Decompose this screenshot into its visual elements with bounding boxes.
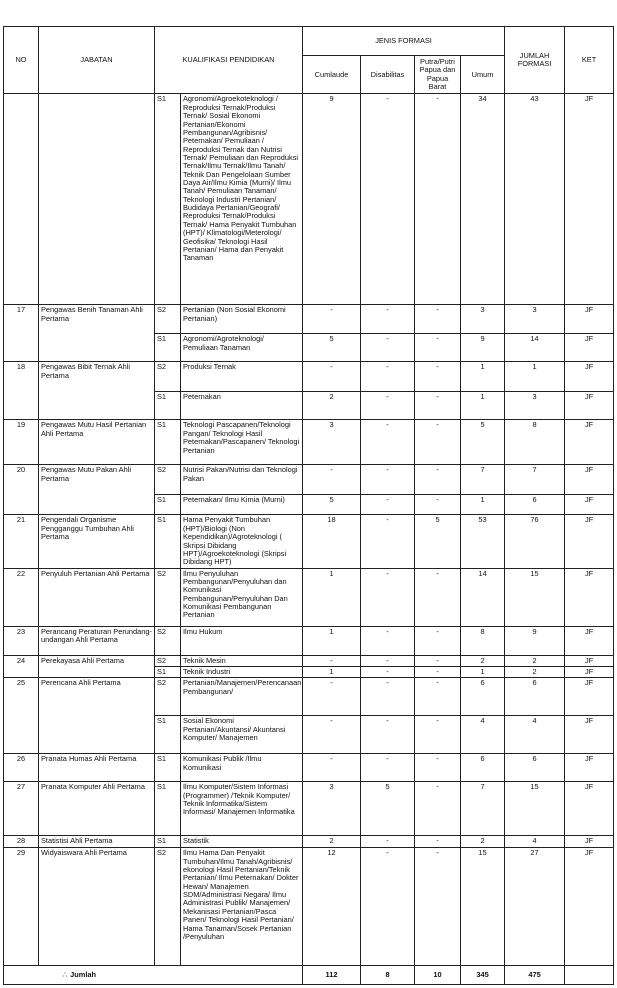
- table-row: [4, 94, 614, 305]
- umum-value: 15: [461, 848, 505, 966]
- papua-value: -: [415, 666, 461, 677]
- jumlah-value: 3: [505, 305, 565, 334]
- table-body: [4, 94, 614, 966]
- table-header: [4, 27, 614, 94]
- row-number: 23: [4, 626, 39, 655]
- education-field: Ilmu Hukum: [181, 626, 303, 655]
- disabilitas-value: -: [361, 848, 415, 966]
- jumlah-value: 7: [505, 465, 565, 495]
- row-number: 25: [4, 678, 39, 754]
- education-level: S1: [155, 420, 181, 465]
- total-umum: 345: [461, 966, 505, 985]
- disabilitas-value: -: [361, 716, 415, 754]
- education-level: S1: [155, 836, 181, 848]
- education-field: Agronomi/Agroteknologi/ Pemuliaan Tanaman: [181, 334, 303, 362]
- jumlah-value: 27: [505, 848, 565, 966]
- education-level: S1: [155, 334, 181, 362]
- total-jumlah: 475: [505, 966, 565, 985]
- umum-value: 2: [461, 836, 505, 848]
- cumlaude-value: 2: [303, 836, 361, 848]
- jumlah-value: 9: [505, 626, 565, 655]
- total-blank: [155, 966, 303, 985]
- education-field: Peternakan: [181, 392, 303, 420]
- cumlaude-value: 5: [303, 334, 361, 362]
- education-level: S2: [155, 362, 181, 392]
- education-level: S2: [155, 305, 181, 334]
- disabilitas-value: -: [361, 420, 415, 465]
- education-field: Nutrisi Pakan/Nutrisi dan Teknologi Pakan: [181, 465, 303, 495]
- cumlaude-value: 18: [303, 515, 361, 568]
- jabatan-name: Pengawas Bibit Ternak Ahli Pertama: [39, 362, 155, 420]
- cumlaude-value: 3: [303, 420, 361, 465]
- cumlaude-value: -: [303, 362, 361, 392]
- jabatan-name: Pengawas Mutu Hasil Pertanian Ahli Pertama: [39, 420, 155, 465]
- umum-value: 14: [461, 568, 505, 626]
- education-level: S1: [155, 716, 181, 754]
- education-level: S1: [155, 94, 181, 305]
- papua-value: -: [415, 392, 461, 420]
- education-field: Hama Penyakit Tumbuhan (HPT)/Biologi (Non Kependidikan)/Agroteknologi ( Skripsi Dibidang HPT)/Agroekoteknologi (Skripsi Dibidang HPT): [181, 515, 303, 568]
- header-jumlah-formasi: JUMLAH FORMASI: [505, 27, 565, 94]
- papua-value: -: [415, 94, 461, 305]
- table-row: [4, 678, 614, 716]
- umum-value: 7: [461, 782, 505, 836]
- disabilitas-value: 5: [361, 782, 415, 836]
- education-field: Teknik Industri: [181, 666, 303, 677]
- formation-table: [3, 26, 614, 985]
- table-row: [4, 362, 614, 392]
- disabilitas-value: -: [361, 666, 415, 677]
- umum-value: 2: [461, 655, 505, 666]
- table-row: [4, 626, 614, 655]
- education-field: Teknik Mesin: [181, 655, 303, 666]
- row-number: 19: [4, 420, 39, 465]
- cumlaude-value: 2: [303, 392, 361, 420]
- umum-value: 5: [461, 420, 505, 465]
- row-number: 21: [4, 515, 39, 568]
- jabatan-name: Perancang Peraturan Perundang-undangan Ahli Pertama: [39, 626, 155, 655]
- row-number: 17: [4, 305, 39, 362]
- papua-value: -: [415, 305, 461, 334]
- jumlah-value: 6: [505, 495, 565, 515]
- education-field: Pertanian (Non Sosial Ekonomi Pertanian): [181, 305, 303, 334]
- jumlah-value: 8: [505, 420, 565, 465]
- cumlaude-value: 5: [303, 495, 361, 515]
- row-number: 22: [4, 568, 39, 626]
- papua-value: -: [415, 495, 461, 515]
- education-level: S1: [155, 515, 181, 568]
- total-cumlaude: 112: [303, 966, 361, 985]
- cumlaude-value: 9: [303, 94, 361, 305]
- disabilitas-value: -: [361, 362, 415, 392]
- tick-mark: ∴: [62, 970, 68, 980]
- education-level: S2: [155, 626, 181, 655]
- education-field: Komunikasi Publik /Ilmu Komunikasi: [181, 754, 303, 782]
- education-level: S2: [155, 465, 181, 495]
- education-field: Sosial Ekonomi Pertanian/Akuntansi/ Akuntansi Komputer/ Manajemen: [181, 716, 303, 754]
- total-ket: [565, 966, 614, 985]
- umum-value: 34: [461, 94, 505, 305]
- table-row: [4, 568, 614, 626]
- disabilitas-value: -: [361, 392, 415, 420]
- cumlaude-value: 12: [303, 848, 361, 966]
- jumlah-value: 4: [505, 716, 565, 754]
- table-row: [4, 305, 614, 334]
- papua-value: -: [415, 362, 461, 392]
- header-no: NO: [4, 27, 39, 94]
- umum-value: 7: [461, 465, 505, 495]
- education-field: Ilmu Komputer/Sistem Informasi (Programmer) /Teknik Komputer/ Teknik Informatika/Sistem Informasi/ Manajemen Informatika: [181, 782, 303, 836]
- formation-document: [3, 26, 613, 981]
- cumlaude-value: -: [303, 655, 361, 666]
- row-number: 18: [4, 362, 39, 420]
- jabatan-name: Pranata Humas Ahli Pertama: [39, 754, 155, 782]
- jabatan-name: Widyaiswara Ahli Pertama: [39, 848, 155, 966]
- ket-value: JF: [565, 420, 614, 465]
- education-field: Ilmu Penyuluhan Pembangunan/Penyuluhan dan Komunikasi Pembangunan/Penyuluhan Dan Komunikasi Pembangunan Pertanian: [181, 568, 303, 626]
- papua-value: -: [415, 420, 461, 465]
- umum-value: 1: [461, 392, 505, 420]
- education-level: S1: [155, 666, 181, 677]
- ket-value: JF: [565, 568, 614, 626]
- papua-value: -: [415, 678, 461, 716]
- disabilitas-value: -: [361, 655, 415, 666]
- education-level: S1: [155, 754, 181, 782]
- cumlaude-value: 3: [303, 782, 361, 836]
- row-number: 20: [4, 465, 39, 515]
- cumlaude-value: -: [303, 305, 361, 334]
- jumlah-value: 3: [505, 392, 565, 420]
- jumlah-value: 2: [505, 655, 565, 666]
- jabatan-name: Penyuluh Pertanian Ahli Pertama: [39, 568, 155, 626]
- education-field: Peternakan/ Ilmu Kimia (Murni): [181, 495, 303, 515]
- header-jenis-formasi: JENIS FORMASI: [303, 27, 505, 56]
- ket-value: JF: [565, 515, 614, 568]
- papua-value: -: [415, 465, 461, 495]
- jumlah-value: 1: [505, 362, 565, 392]
- row-number: [4, 94, 39, 305]
- jumlah-value: 6: [505, 754, 565, 782]
- ket-value: JF: [565, 465, 614, 495]
- jabatan-name: Pranata Komputer Ahli Pertama: [39, 782, 155, 836]
- jabatan-name: [39, 94, 155, 305]
- disabilitas-value: -: [361, 305, 415, 334]
- disabilitas-value: -: [361, 334, 415, 362]
- disabilitas-value: -: [361, 626, 415, 655]
- total-label: Jumlah: [70, 970, 97, 980]
- header-umum: Umum: [461, 56, 505, 94]
- jumlah-value: 15: [505, 568, 565, 626]
- papua-value: -: [415, 655, 461, 666]
- disabilitas-value: -: [361, 495, 415, 515]
- row-number: 28: [4, 836, 39, 848]
- table-row: [4, 754, 614, 782]
- table-row: [4, 655, 614, 666]
- table-row: [4, 848, 614, 966]
- jabatan-name: Pengendali Organisme Pengganggu Tumbuhan Ahli Pertama: [39, 515, 155, 568]
- row-number: 27: [4, 782, 39, 836]
- jumlah-value: 4: [505, 836, 565, 848]
- ket-value: JF: [565, 305, 614, 334]
- ket-value: JF: [565, 836, 614, 848]
- table-row: [4, 420, 614, 465]
- ket-value: JF: [565, 392, 614, 420]
- education-level: S2: [155, 678, 181, 716]
- row-number: 24: [4, 655, 39, 678]
- ket-value: JF: [565, 94, 614, 305]
- umum-value: 8: [461, 626, 505, 655]
- jumlah-value: 6: [505, 678, 565, 716]
- disabilitas-value: -: [361, 678, 415, 716]
- table-row: [4, 515, 614, 568]
- jumlah-value: 14: [505, 334, 565, 362]
- header-putra-papua: Putra/Putri Papua dan Papua Barat: [415, 56, 461, 94]
- papua-value: -: [415, 626, 461, 655]
- total-papua: 10: [415, 966, 461, 985]
- jabatan-name: Perencana Ahli Pertama: [39, 678, 155, 754]
- header-cumlaude: Cumlaude: [303, 56, 361, 94]
- ket-value: JF: [565, 495, 614, 515]
- header-kualifikasi: KUALIFIKASI PENDIDIKAN: [155, 27, 303, 94]
- papua-value: -: [415, 716, 461, 754]
- education-field: Statistik: [181, 836, 303, 848]
- education-field: Ilmu Hama Dan Penyakit Tumbuhan/Ilmu Tanah/Agribisnis/ ekonologi Hasil Pertanian/Teknik Pertanian/ Ilmu Peternakan/ Dokter Hewan/ Manajemen SDM/Administrasi Negara/ Ilmu Administrasi Publik/ Manajemen/ Mekanisasi Pertanian/Pasca Panen/ Teknologi Hasil Pertanian/ Hama Tanaman/Sosek Pertanian /Penyuluhan: [181, 848, 303, 966]
- disabilitas-value: -: [361, 568, 415, 626]
- ket-value: JF: [565, 334, 614, 362]
- education-field: Agronomi/Agroekoteknologi / Reproduksi Ternak/Produksi Ternak/ Sosial Ekonomi Pertanian/Ekonomi Pembangunan/Agribisnis/ Peternakan/ Pemuliaan / Reproduksi Ternak dan Nutrisi Ternak/ Pemuliaan dan Reproduksi Ternak/Ilmu Ternak/Ilmu Tanah/ Teknik Dan Pengelolaan Sumber Daya Air/Ilmu Kimia (Murni)/ Ilmu Tanah/ Pemuliaan Tanaman/ Teknologi Industri Pertanian/ Budidaya Pertanian/Geografi/ Reproduksi Ternak/Produksi Ternak/ Hama Penyakit Tumbuhan (HPT)/ Klimatologi/Meterologi/ Geofisika/ Teknologi Hasil Pertanian/ Hama dan Penyakit Tanaman: [181, 94, 303, 305]
- ket-value: JF: [565, 782, 614, 836]
- disabilitas-value: -: [361, 836, 415, 848]
- jumlah-value: 43: [505, 94, 565, 305]
- umum-value: 53: [461, 515, 505, 568]
- papua-value: -: [415, 782, 461, 836]
- disabilitas-value: -: [361, 94, 415, 305]
- education-level: S2: [155, 655, 181, 666]
- ket-value: JF: [565, 362, 614, 392]
- disabilitas-value: -: [361, 465, 415, 495]
- table-row: [4, 465, 614, 495]
- umum-value: 1: [461, 362, 505, 392]
- papua-value: 5: [415, 515, 461, 568]
- education-level: S1: [155, 495, 181, 515]
- cumlaude-value: 1: [303, 626, 361, 655]
- ket-value: JF: [565, 678, 614, 716]
- ket-value: JF: [565, 626, 614, 655]
- education-level: S1: [155, 782, 181, 836]
- cumlaude-value: -: [303, 465, 361, 495]
- papua-value: -: [415, 836, 461, 848]
- jumlah-value: 15: [505, 782, 565, 836]
- header-ket: KET: [565, 27, 614, 94]
- disabilitas-value: -: [361, 754, 415, 782]
- papua-value: -: [415, 568, 461, 626]
- education-level: S1: [155, 392, 181, 420]
- education-level: S2: [155, 568, 181, 626]
- umum-value: 6: [461, 678, 505, 716]
- cumlaude-value: -: [303, 716, 361, 754]
- papua-value: -: [415, 848, 461, 966]
- cumlaude-value: 1: [303, 666, 361, 677]
- total-row: [4, 966, 614, 985]
- education-level: S2: [155, 848, 181, 966]
- table-row: [4, 836, 614, 848]
- jabatan-name: Perekayasa Ahli Pertama: [39, 655, 155, 678]
- total-label-cell: [4, 966, 155, 985]
- education-field: Produksi Ternak: [181, 362, 303, 392]
- table-row: [4, 782, 614, 836]
- header-disabilitas: Disabilitas: [361, 56, 415, 94]
- cumlaude-value: -: [303, 678, 361, 716]
- umum-value: 1: [461, 495, 505, 515]
- jabatan-name: Statistisi Ahli Pertama: [39, 836, 155, 848]
- papua-value: -: [415, 334, 461, 362]
- jabatan-name: Pengawas Mutu Pakan Ahli Pertama: [39, 465, 155, 515]
- umum-value: 1: [461, 666, 505, 677]
- jumlah-value: 2: [505, 666, 565, 677]
- ket-value: JF: [565, 666, 614, 677]
- ket-value: JF: [565, 655, 614, 666]
- cumlaude-value: 1: [303, 568, 361, 626]
- umum-value: 9: [461, 334, 505, 362]
- jabatan-name: Pengawas Benih Tanaman Ahli Pertama: [39, 305, 155, 362]
- education-field: Pertanian/Manajemen/Perencanaan Pembangunan/: [181, 678, 303, 716]
- cumlaude-value: -: [303, 754, 361, 782]
- ket-value: JF: [565, 754, 614, 782]
- row-number: 29: [4, 848, 39, 966]
- row-number: 26: [4, 754, 39, 782]
- ket-value: JF: [565, 848, 614, 966]
- ket-value: JF: [565, 716, 614, 754]
- umum-value: 4: [461, 716, 505, 754]
- papua-value: -: [415, 754, 461, 782]
- header-jabatan: JABATAN: [39, 27, 155, 94]
- education-field: Teknologi Pascapanen/Teknologi Pangan/ Teknologi Hasil Peternakan/Pascapanen/ Teknologi Pertanian: [181, 420, 303, 465]
- umum-value: 6: [461, 754, 505, 782]
- umum-value: 3: [461, 305, 505, 334]
- jumlah-value: 76: [505, 515, 565, 568]
- total-disabilitas: 8: [361, 966, 415, 985]
- disabilitas-value: -: [361, 515, 415, 568]
